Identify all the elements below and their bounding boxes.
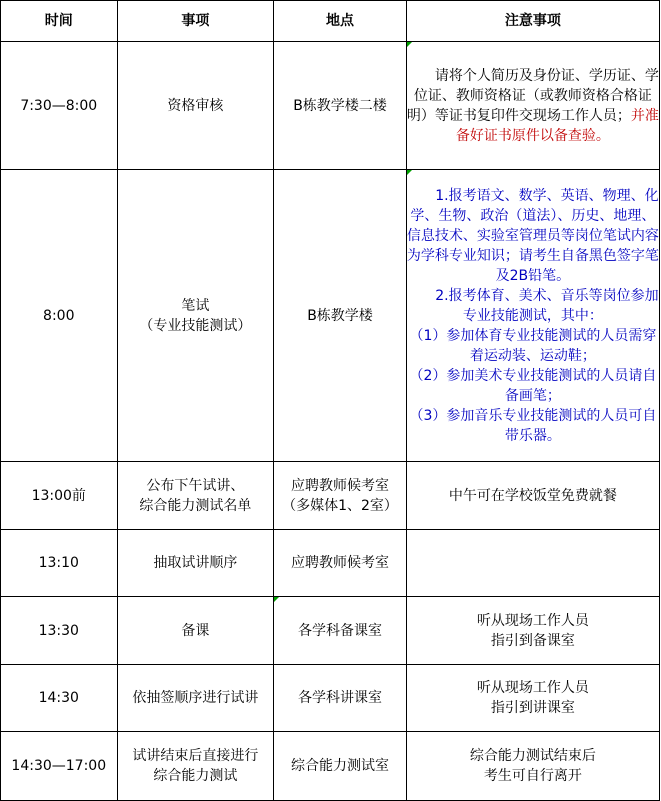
table-row <box>1 597 660 665</box>
notes-cell <box>406 42 659 170</box>
item-cell <box>117 170 274 462</box>
notes-paragraph: 2.报考体育、美术、音乐等岗位参加专业技能测试，其中： <box>435 287 659 324</box>
notes-line: 听从现场工作人员 <box>476 612 589 629</box>
notes-line: 考生可自行离开 <box>483 768 582 784</box>
table-row <box>1 462 660 530</box>
header-row <box>1 1 660 42</box>
item-cell <box>117 462 274 530</box>
table-row <box>1 530 660 597</box>
place-cell: 各学科讲课室 <box>274 665 407 732</box>
table-row <box>1 732 660 801</box>
item-cell: 备课 <box>117 597 274 665</box>
item-line: （专业技能测试） <box>139 317 252 334</box>
place-line: 应聘教师候考室 <box>291 477 390 494</box>
header-place: 地点 <box>274 1 407 42</box>
notes-paragraph: （2）参加美术专业技能测试的人员请自备画笔； <box>409 367 657 404</box>
comment-marker-icon <box>407 42 412 47</box>
time-cell: 8:00 <box>1 170 118 462</box>
time-cell: 13:10 <box>1 530 118 597</box>
item-line: 综合能力测试名单 <box>139 497 252 514</box>
notes-text <box>407 66 659 146</box>
notes-paragraph: （3）参加音乐专业技能测试的人员可自带乐器。 <box>409 407 657 444</box>
notes-line: 综合能力测试结束后 <box>469 748 596 764</box>
notes-cell: 中午可在学校饭堂免费就餐 <box>406 462 659 530</box>
comment-marker-icon <box>407 170 412 175</box>
place-cell: B栋教学楼 <box>274 170 407 462</box>
comment-marker-icon <box>274 597 279 602</box>
place-cell: B栋教学楼二楼 <box>274 42 407 170</box>
notes-paragraph: 1.报考语文、数学、英语、物理、化学、生物、政治（道法）、历史、地理、信息技术、实验室管理员等岗位笔试内容为学科专业知识；请考生自备黑色签字笔及2B铅笔。 <box>406 187 659 284</box>
notes-line: 指引到讲课室 <box>490 700 575 716</box>
time-cell: 14:30—17:00 <box>1 732 118 801</box>
time-cell: 13:00前 <box>1 462 118 530</box>
header-notes: 注意事项 <box>406 1 659 42</box>
item-cell: 抽取试讲顺序 <box>117 530 274 597</box>
notes-paragraph: （1）参加体育专业技能测试的人员需穿着运动装、运动鞋； <box>409 327 657 364</box>
place-cell <box>274 462 407 530</box>
notes-line: 指引到备课室 <box>490 632 575 649</box>
time-cell: 14:30 <box>1 665 118 732</box>
item-cell: 资格审核 <box>117 42 274 170</box>
notes-plain: 请将个人简历及身份证、学历证、学位证、教师资格证（或教师资格合格证明）等证书复印件交现场工作人员； <box>406 67 659 124</box>
item-cell <box>117 732 274 801</box>
place-text: 各学科备课室 <box>298 622 383 639</box>
notes-cell <box>406 597 659 665</box>
notes-highlight: 并准备好证书原件以备查验。 <box>455 107 659 144</box>
item-line: 综合能力测试 <box>153 768 238 784</box>
notes-cell <box>406 530 659 597</box>
time-cell: 13:30 <box>1 597 118 665</box>
item-line: 笔试 <box>181 297 210 314</box>
header-time: 时间 <box>1 1 118 42</box>
item-line: 试讲结束后直接进行 <box>132 748 259 764</box>
place-line: （多媒体1、2室） <box>282 497 398 514</box>
header-item: 事项 <box>117 1 274 42</box>
notes-cell <box>406 665 659 732</box>
table-row <box>1 170 660 462</box>
place-cell: 综合能力测试室 <box>274 732 407 801</box>
table-row <box>1 665 660 732</box>
table-row <box>1 42 660 170</box>
item-line: 公布下午试讲、 <box>146 477 245 494</box>
notes-line: 听从现场工作人员 <box>476 680 589 696</box>
notes-cell <box>406 170 659 462</box>
notes-cell <box>406 732 659 801</box>
place-cell <box>274 597 407 665</box>
time-cell: 7:30—8:00 <box>1 42 118 170</box>
place-cell: 应聘教师候考室 <box>274 530 407 597</box>
item-cell: 依抽签顺序进行试讲 <box>117 665 274 732</box>
